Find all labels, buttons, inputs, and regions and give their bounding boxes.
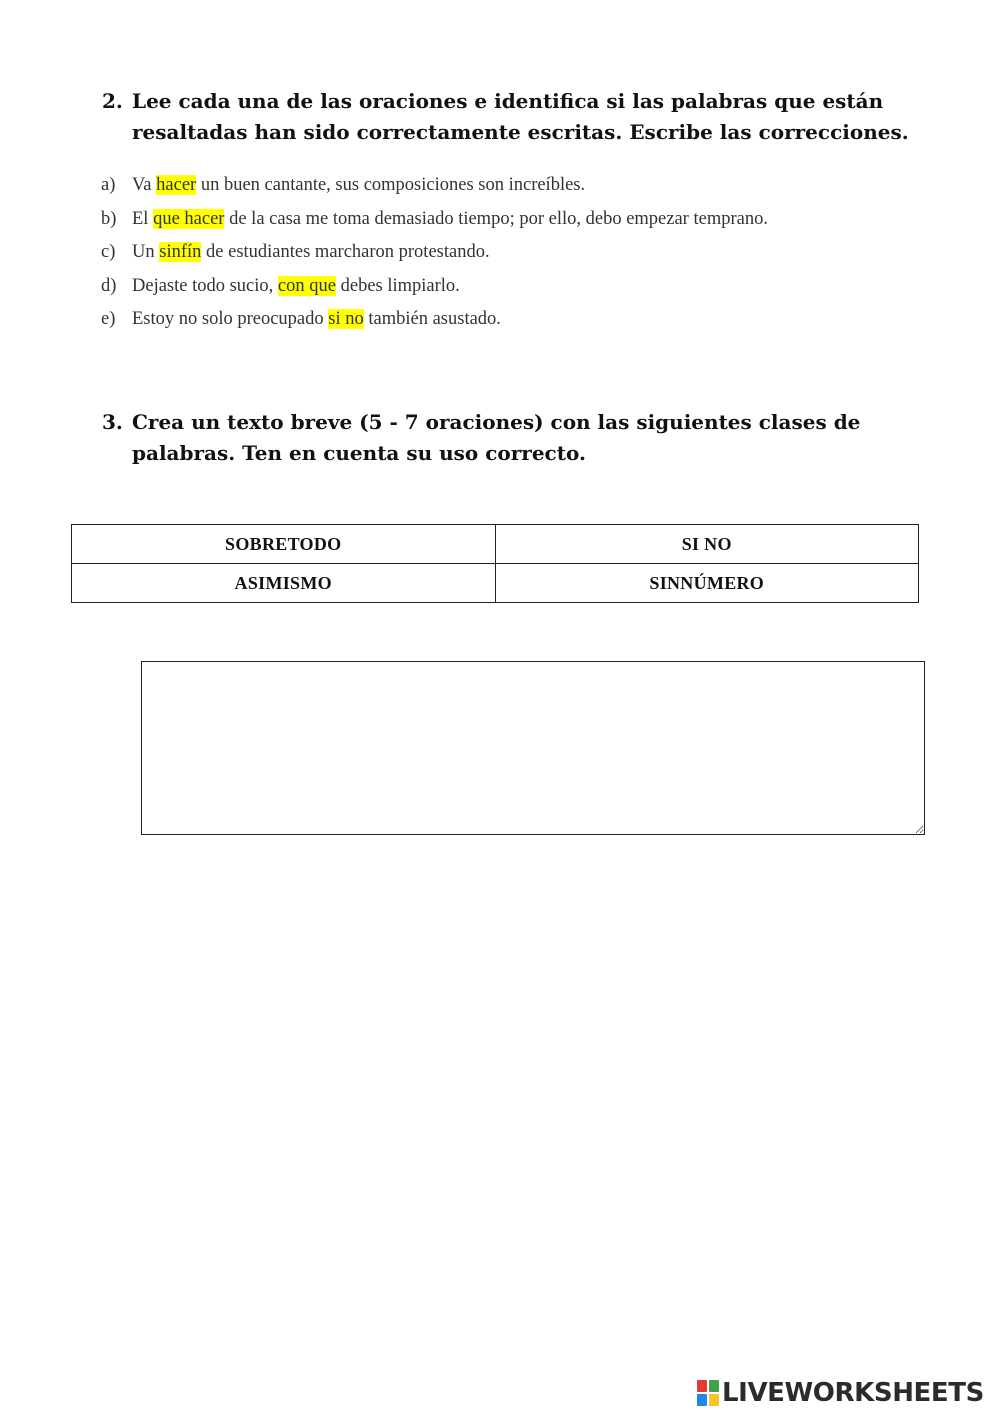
table-row bbox=[72, 564, 919, 603]
table-row bbox=[72, 525, 919, 564]
sentence-text-before: Estoy no solo preocupado bbox=[132, 309, 329, 330]
question-number: 3. bbox=[102, 410, 123, 434]
sentence-text-after: debes limpiarlo. bbox=[335, 275, 460, 296]
logo-square bbox=[709, 1380, 719, 1392]
logo-square bbox=[697, 1394, 707, 1406]
highlighted-word: hacer bbox=[156, 175, 197, 195]
liveworksheets-logo bbox=[697, 1377, 984, 1409]
item-letter: a) bbox=[101, 175, 116, 195]
highlighted-word: con que bbox=[277, 275, 336, 296]
sentence-text-before: Va bbox=[132, 175, 157, 195]
list-item bbox=[101, 306, 941, 340]
sentence-text-before: El bbox=[132, 208, 154, 229]
logo-icon bbox=[697, 1380, 719, 1406]
table-cell: SI NO bbox=[495, 525, 919, 564]
question-2 bbox=[102, 86, 932, 148]
sentence-text-after: también asustado. bbox=[363, 309, 501, 330]
item-letter: b) bbox=[101, 208, 117, 229]
logo-text: LIVEWORKSHEETS bbox=[722, 1378, 984, 1408]
list-item bbox=[101, 273, 941, 307]
highlighted-word: que hacer bbox=[153, 208, 225, 229]
item-letter: e) bbox=[101, 309, 116, 330]
question-3 bbox=[102, 407, 932, 469]
table-cell: ASIMISMO bbox=[72, 564, 496, 603]
list-item bbox=[101, 172, 941, 206]
question-text: Lee cada una de las oraciones e identifica si las palabras que están resaltadas han sido correctamente escritas. Escribe las correcciones. bbox=[132, 89, 909, 144]
logo-square bbox=[709, 1394, 719, 1406]
sentence-text-after: de la casa me toma demasiado tiempo; por ello, debo empezar temprano. bbox=[224, 208, 768, 229]
word-table bbox=[71, 524, 919, 603]
highlighted-word: sinfín bbox=[159, 242, 202, 263]
item-letter: d) bbox=[101, 275, 117, 296]
logo-square bbox=[697, 1380, 707, 1392]
sentence-list bbox=[101, 172, 941, 340]
list-item bbox=[101, 239, 941, 273]
item-letter: c) bbox=[101, 242, 116, 263]
sentence-text-after: un buen cantante, sus composiciones son increíbles. bbox=[196, 175, 586, 195]
table-cell: SINNÚMERO bbox=[495, 564, 919, 603]
answer-text-field[interactable] bbox=[141, 661, 925, 835]
table-cell: SOBRETODO bbox=[72, 525, 496, 564]
sentence-text-after: de estudiantes marcharon protestando. bbox=[201, 242, 490, 263]
question-number: 2. bbox=[102, 89, 123, 113]
sentence-text-before: Un bbox=[132, 242, 160, 263]
question-text: Crea un texto breve (5 - 7 oraciones) con las siguientes clases de palabras. Ten en cuenta su uso correcto. bbox=[132, 410, 861, 465]
sentence-text-before: Dejaste todo sucio, bbox=[132, 275, 278, 296]
highlighted-word: si no bbox=[328, 309, 364, 330]
list-item bbox=[101, 206, 941, 240]
